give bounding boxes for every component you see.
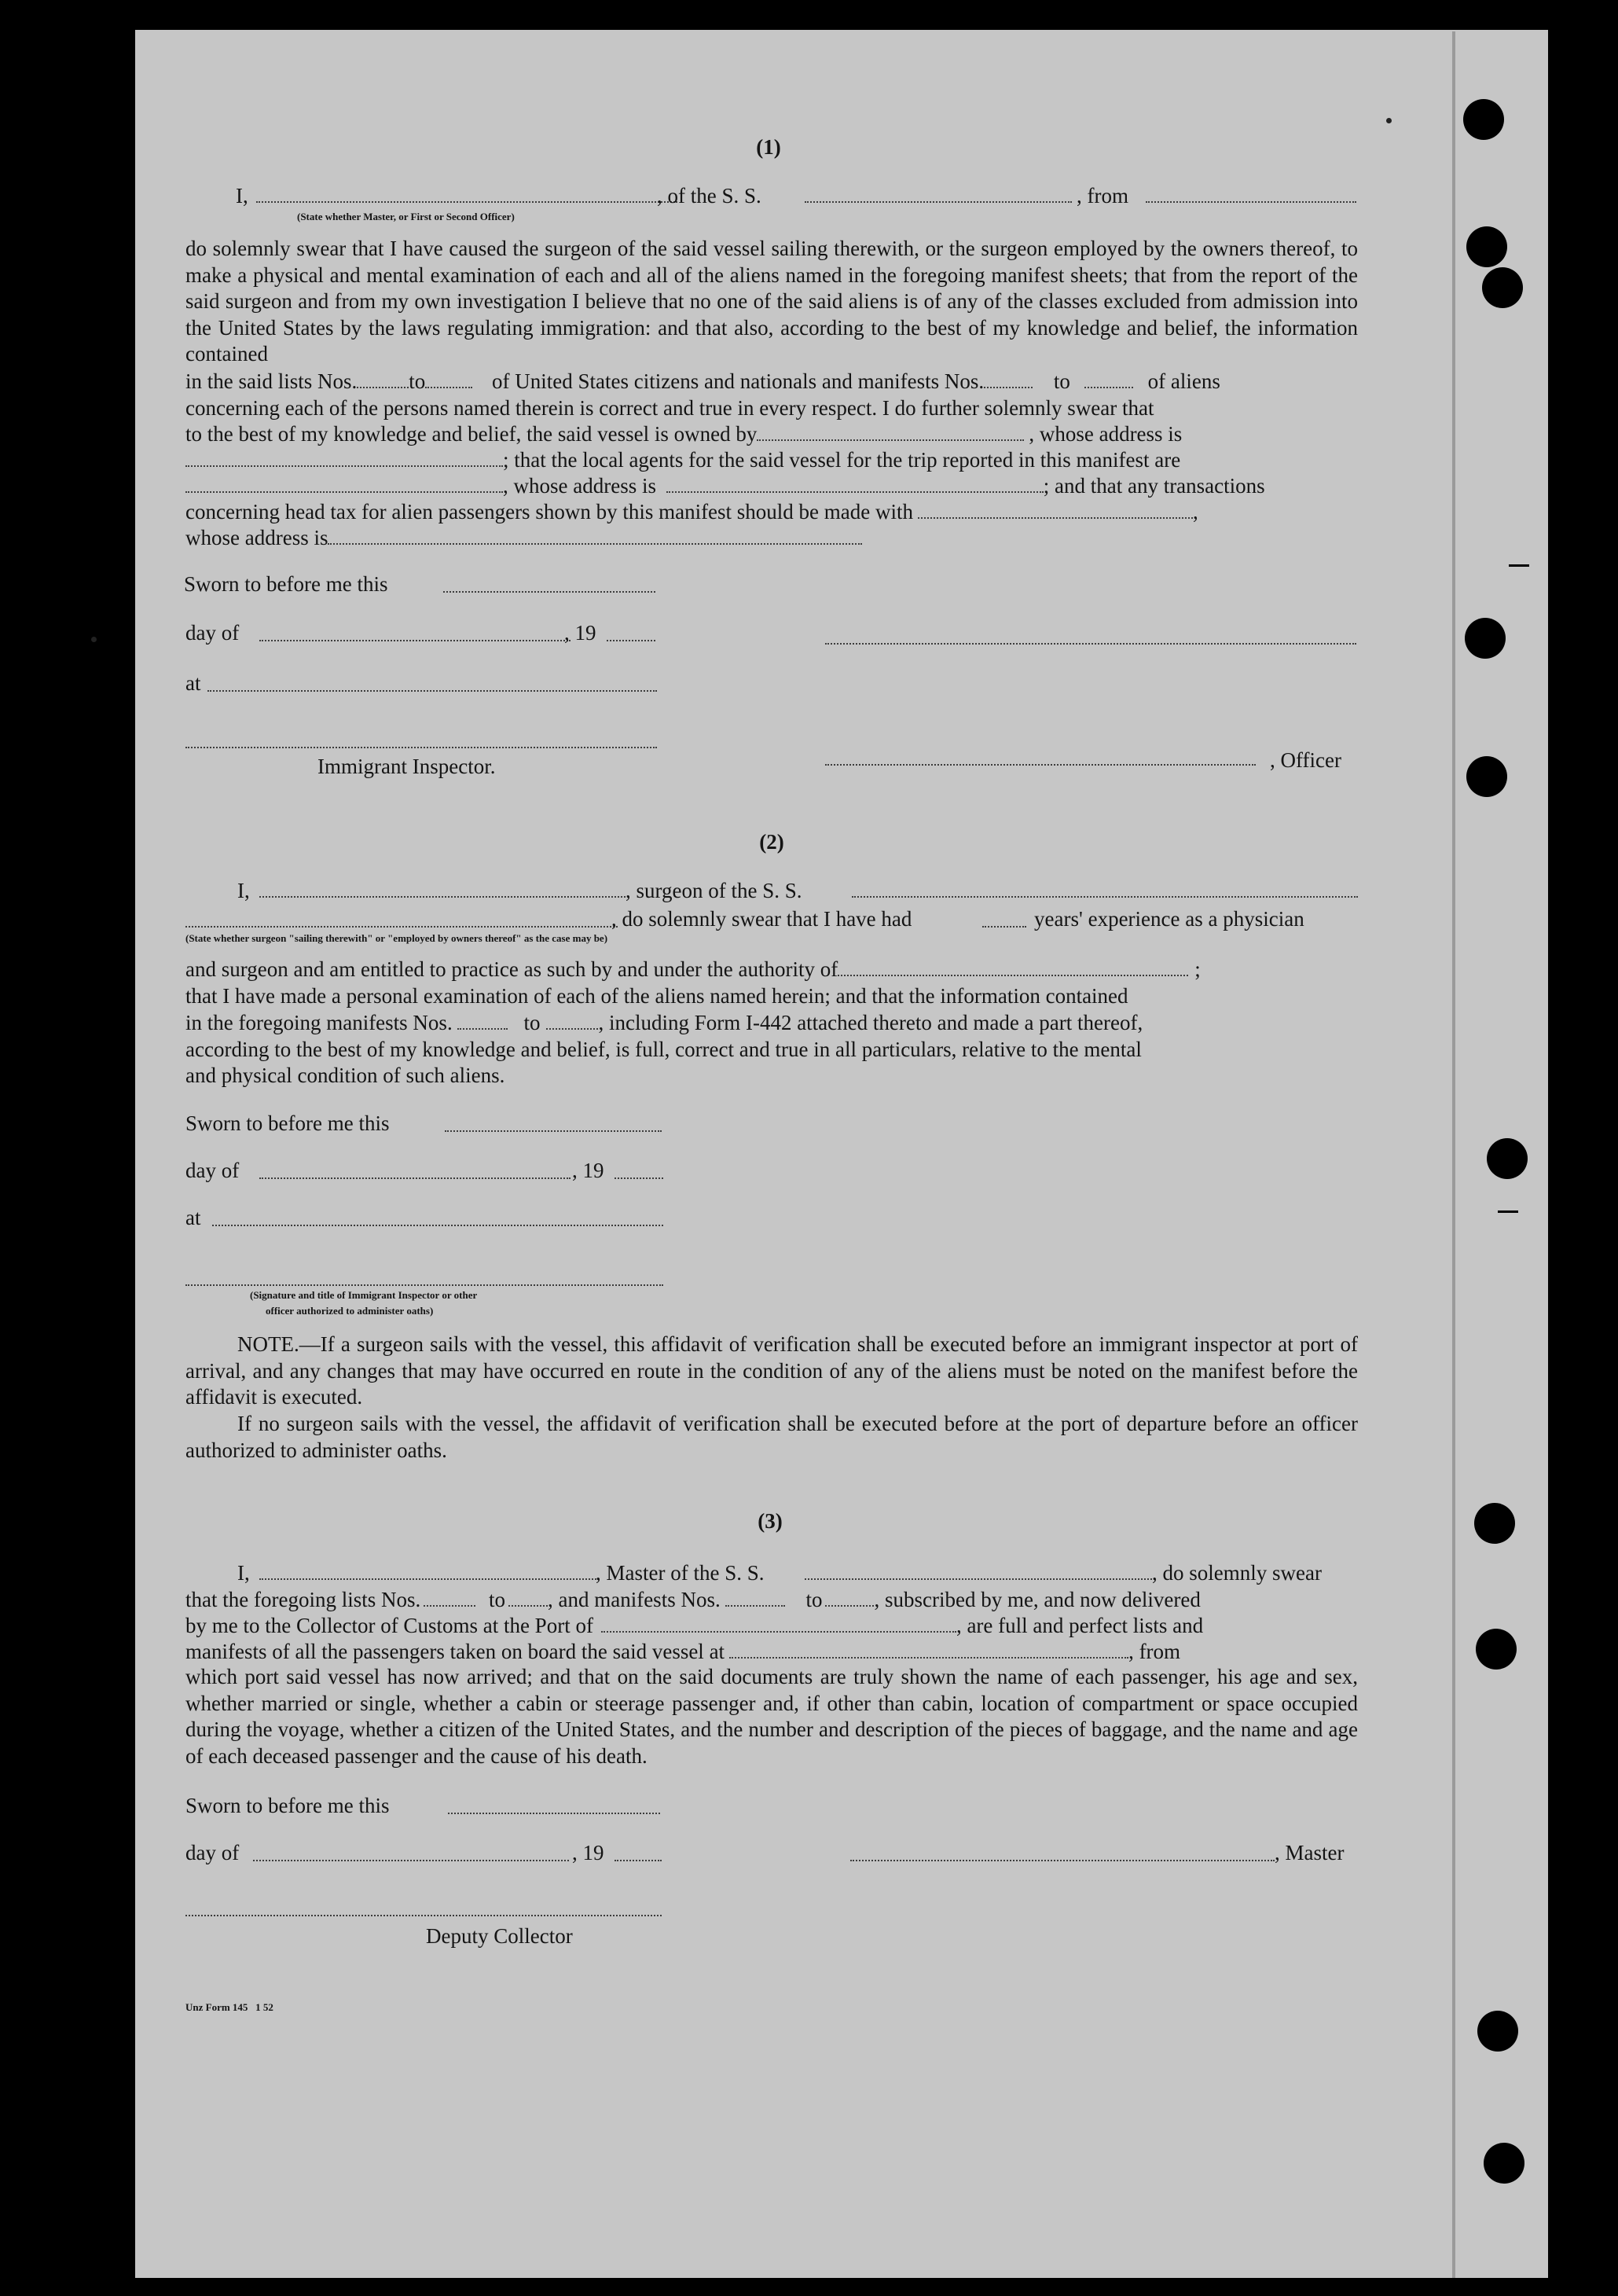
- at-label: at: [185, 671, 201, 695]
- signature-note: (Signature and title of Immigrant Inspector or other: [250, 1289, 478, 1301]
- note-paragraph: NOTE.—If a surgeon sails with the vessel, this affidavit of verification shall be executed before an immigrant inspector at port of arrival, and any changes that may have occurred en route in the condition of any of the aliens must be noted on the manifest before the affidavit is executed.: [185, 1332, 1358, 1409]
- page-edge: [1452, 31, 1455, 2278]
- surgeon-of-label: , surgeon of the S. S.: [626, 879, 802, 902]
- day-of-label: day of: [185, 1159, 240, 1182]
- from-label: , from: [1077, 184, 1128, 208]
- list-from-field[interactable]: [424, 1588, 475, 1607]
- manifest-to-field[interactable]: [546, 1011, 598, 1030]
- surgeon-name-field[interactable]: [259, 896, 626, 898]
- edge-speck: [91, 637, 97, 642]
- master-of-label: , Master of the S. S.: [596, 1561, 765, 1585]
- inspector-signature-line[interactable]: [185, 1284, 663, 1286]
- year-field[interactable]: [615, 1860, 662, 1861]
- sworn-label: Sworn to before me this: [185, 1794, 390, 1817]
- officer-rank-note: (State whether Master, or First or Second Officer): [297, 211, 515, 222]
- collector-port-field[interactable]: [601, 1614, 956, 1633]
- punch-hole: [1477, 2011, 1518, 2052]
- officer-name-field[interactable]: [256, 201, 677, 203]
- punch-hole: [1463, 99, 1504, 140]
- at-label: at: [185, 1206, 201, 1229]
- punch-hole: [1474, 1503, 1515, 1544]
- year-field[interactable]: [607, 640, 655, 641]
- day-of-field[interactable]: [259, 1177, 571, 1179]
- surgeon-status-field[interactable]: [185, 926, 618, 928]
- manifests-line: manifests of all the passengers taken on board the said vessel at , from: [185, 1640, 1181, 1663]
- section-1-heading: (1): [756, 135, 781, 159]
- head-tax-address-line: whose address is: [185, 524, 862, 551]
- sworn-statement: do solemnly swear that I have caused the surgeon of the said vessel sailing therewith, or the surgeon employed by the owners thereof, to make a physical and mental examination of each and all of the aliens named in the foregoing manifest sheets; that from the report of the said surgeon and from my own investigation I believe that no one of the said aliens is of any of the classes excluded from admission into the United States by the laws regulating immigration: and that also, according to the best of my knowledge and belief, the information contained: [185, 237, 1358, 366]
- edge-mark: [1509, 564, 1529, 567]
- year-label: , 19: [572, 1841, 604, 1864]
- head-tax-line: concerning head tax for alien passengers shown by this manifest should be made with ,: [185, 500, 1198, 523]
- manifest-from-field[interactable]: [725, 1588, 785, 1607]
- i-label: I,: [236, 184, 248, 208]
- officer-signature-line-a[interactable]: [825, 643, 1356, 645]
- at-field[interactable]: [207, 690, 657, 692]
- sworn-label: Sworn to before me this: [184, 572, 388, 596]
- agents-address-field[interactable]: [666, 474, 1044, 493]
- concerning-line: concerning each of the persons named therein is correct and true in every respect. I do further solemnly swear that: [185, 396, 1154, 420]
- years-experience-label: years' experience as a physician: [1034, 907, 1304, 931]
- solemnly-label: , do solemnly swear that I have had: [611, 907, 912, 931]
- head-tax-contact-field[interactable]: [918, 500, 1193, 519]
- manifests-line: in the foregoing manifests Nos. to , including Form I-442 attached thereto and made a part thereof,: [185, 1011, 1143, 1034]
- years-experience-field[interactable]: [982, 926, 1026, 928]
- agents-line: ; that the local agents for the said vessel for the trip reported in this manifest are: [185, 446, 1180, 473]
- manifest-to-field[interactable]: [1084, 369, 1133, 388]
- deputy-collector-label: Deputy Collector: [426, 1924, 573, 1948]
- from-port-field[interactable]: [1146, 201, 1356, 203]
- examination-line: that I have made a personal examination of each of the aliens named herein; and that the information contained: [185, 984, 1128, 1008]
- immigrant-inspector-label: Immigrant Inspector.: [317, 755, 496, 778]
- edge-speck: [1386, 118, 1392, 123]
- edge-mark: [1498, 1210, 1518, 1213]
- punch-hole: [1476, 1629, 1517, 1670]
- day-of-label: day of: [185, 1841, 240, 1864]
- swear-label: , do solemnly swear: [1152, 1561, 1322, 1585]
- note-paragraph: If no surgeon sails with the vessel, the affidavit of verification shall be executed before at the port of departure before an officer authorized to administer oaths.: [185, 1412, 1358, 1462]
- punch-hole: [1482, 267, 1523, 308]
- officer-label: , Officer: [1270, 748, 1341, 772]
- head-tax-address-field[interactable]: [328, 526, 862, 545]
- sworn-statement: which port said vessel has now arrived; and that on the said documents are truly shown the name of each passenger, his age and sex, whether married or single, whether a cabin or steerage passenger and, if other than cabin, location of compartment or space occupied during the voyage, whether a citizen of the United States, and the number and description of the pieces of baggage, and the name and age of each deceased passenger and the cause of his death.: [185, 1665, 1358, 1768]
- citizen-list-from-field[interactable]: [357, 369, 409, 388]
- surgeon-status-note: (State whether surgeon "sailing therewith" or "employed by owners thereof" as the case may be): [185, 932, 608, 944]
- officer-signature-line[interactable]: [825, 764, 1256, 766]
- surgeon-vessel-field[interactable]: [852, 896, 1358, 898]
- day-of-label: day of: [185, 621, 240, 645]
- vessel-owner-field[interactable]: [757, 422, 1024, 441]
- sworn-date-field[interactable]: [448, 1813, 660, 1814]
- vessel-name-field[interactable]: [805, 201, 1072, 203]
- master-vessel-field[interactable]: [805, 1578, 1155, 1580]
- owner-address-field[interactable]: [185, 448, 503, 467]
- punch-hole: [1487, 1138, 1528, 1179]
- embarkation-port-field[interactable]: [729, 1640, 1128, 1659]
- owner-line: to the best of my knowledge and belief, the said vessel is owned by , whose address is: [185, 422, 1183, 446]
- master-label: , Master: [1275, 1841, 1345, 1864]
- day-of-field[interactable]: [253, 1860, 569, 1861]
- punch-hole: [1466, 226, 1507, 267]
- deputy-collector-signature-line[interactable]: [185, 1915, 662, 1916]
- i-label: I,: [237, 1561, 250, 1585]
- master-signature-line[interactable]: [850, 1860, 1275, 1861]
- list-to-field[interactable]: [508, 1588, 548, 1607]
- sworn-date-field[interactable]: [445, 1130, 662, 1132]
- punch-hole: [1465, 618, 1506, 659]
- sworn-label: Sworn to before me this: [185, 1111, 390, 1135]
- lists-line: in the said lists Nos. to of United States citizens and nationals and manifests Nos. to of aliens: [185, 369, 1220, 393]
- agents-address-line: , whose address is ; and that any transactions: [185, 472, 1265, 499]
- year-field[interactable]: [615, 1177, 663, 1179]
- year-label: , 19: [572, 1159, 604, 1182]
- citizen-list-to-field[interactable]: [425, 369, 472, 388]
- authority-field[interactable]: [838, 957, 1188, 976]
- form-number: Unz Form 145 1 52: [185, 2001, 273, 2013]
- local-agents-field[interactable]: [185, 474, 503, 493]
- punch-hole: [1466, 756, 1507, 797]
- inspector-signature-line[interactable]: [185, 747, 657, 748]
- manifest-from-field[interactable]: [984, 369, 1033, 388]
- section-3-heading: (3): [758, 1509, 783, 1533]
- year-label: , 19: [564, 621, 596, 645]
- authority-line: and surgeon and am entitled to practice as such by and under the authority of ;: [185, 957, 1201, 981]
- i-label: I,: [237, 879, 250, 902]
- section-2-heading: (2): [759, 830, 784, 854]
- master-name-field[interactable]: [259, 1578, 599, 1580]
- collector-line: by me to the Collector of Customs at the Port of , are full and perfect lists and: [185, 1614, 1204, 1637]
- lists-line: that the foregoing lists Nos. to , and manifests Nos. to , subscribed by me, and now delivered: [185, 1588, 1201, 1611]
- at-field[interactable]: [212, 1225, 663, 1226]
- best-knowledge-line: according to the best of my knowledge and belief, is full, correct and true in all particulars, relative to the mental: [185, 1038, 1142, 1061]
- signature-note: officer authorized to administer oaths): [266, 1305, 434, 1317]
- physical-condition-line: and physical condition of such aliens.: [185, 1064, 505, 1087]
- day-of-field[interactable]: [259, 640, 571, 641]
- sworn-date-field[interactable]: [443, 591, 655, 593]
- manifest-to-field[interactable]: [825, 1588, 874, 1607]
- manifest-from-field[interactable]: [457, 1011, 508, 1030]
- of-the-ss-label: , of the S. S.: [657, 184, 761, 208]
- punch-hole: [1484, 2143, 1524, 2184]
